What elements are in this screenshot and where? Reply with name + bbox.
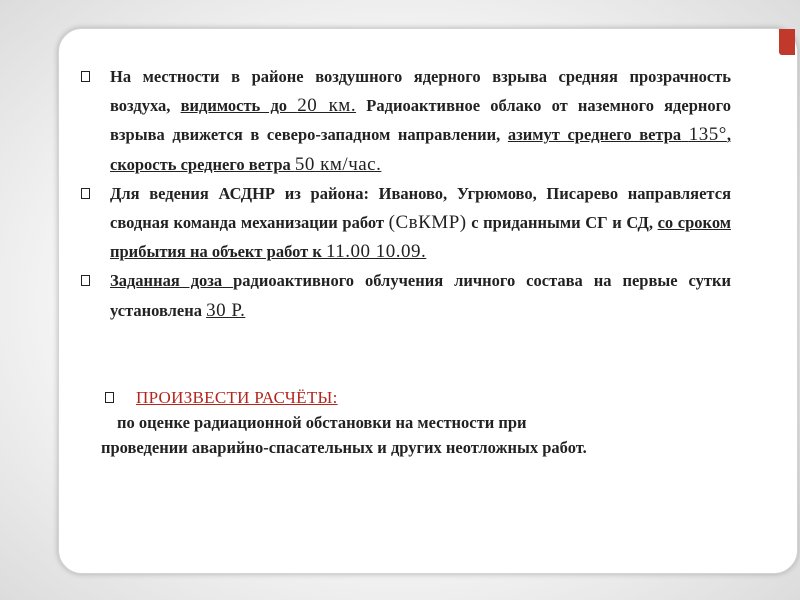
bullet-text: Для ведения АСДНР из района: Иваново, Угрюмово, Писарево направляется сводная команда механизации работ (110, 183, 731, 233)
wind-azimuth-label: азимут среднего ветра (507, 125, 689, 145)
visibility-label: видимость до (180, 96, 298, 116)
wind-speed-value: 50 км/час. (294, 153, 382, 175)
square-bullet-icon (81, 275, 90, 286)
arrival-label: со сроком прибытия на объект работ к (110, 213, 731, 262)
bullet-dose (81, 266, 731, 324)
task-block (101, 385, 705, 460)
bullet-visibility-wind (81, 62, 731, 179)
square-bullet-icon (81, 188, 90, 199)
wind-azimuth-value: 135° (688, 124, 727, 146)
visibility-value: 20 км. (297, 95, 357, 117)
square-bullet-icon (81, 71, 90, 82)
dose-label: Заданная доза (110, 271, 234, 291)
bullet-list (81, 62, 731, 325)
task-description (101, 410, 705, 460)
bullet-text: Радиоактивное облако от наземного ядерного взрыва движется в северо-западном направлении, (110, 96, 731, 145)
task-line-1: по оценке радиационной обстановки на местности при (117, 413, 527, 432)
dose-value: 30 Р. (206, 299, 246, 321)
team-abbreviation: (СвКМР) (388, 212, 467, 234)
square-bullet-icon (105, 392, 114, 403)
bullet-text: с приданными СГ и СД, (466, 213, 658, 233)
task-line-2: проведении аварийно-спасательных и других неотложных работ. (101, 438, 587, 457)
arrival-time: 11.00 10.09. (326, 241, 427, 263)
wind-speed-label: , скорость среднего ветра (110, 125, 731, 174)
corner-decoration (779, 29, 795, 55)
bullet-text: На местности в районе воздушного ядерного взрыва средняя прозрачность воздуха, (110, 67, 731, 116)
task-heading (105, 385, 705, 410)
bullet-team (81, 179, 731, 267)
bullet-text: радиоактивного облучения личного состава на первые сутки установлена (110, 271, 731, 320)
task-heading-text: ПРОИЗВЕСТИ РАСЧЁТЫ: (136, 388, 338, 407)
